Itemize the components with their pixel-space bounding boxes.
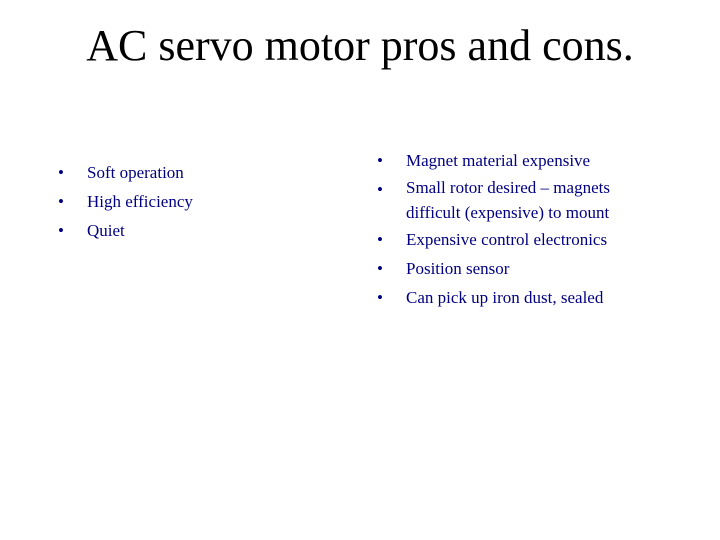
pros-list-item — [58, 158, 338, 187]
cons-list — [377, 146, 677, 312]
pros-list — [58, 158, 338, 245]
bullet-icon: • — [58, 221, 64, 240]
cons-item-text-continued: difficult (expensive) to mount — [406, 203, 610, 222]
cons-item-text: Position sensor — [406, 259, 510, 278]
pros-item-text: High efficiency — [87, 192, 193, 211]
cons-item-text: Magnet material expensive — [406, 151, 591, 170]
bullet-icon: • — [377, 151, 383, 170]
bullet-icon: • — [377, 180, 383, 199]
cons-item-text: Small rotor desired – magnets — [406, 178, 610, 197]
cons-item-text: Expensive control electronics — [406, 230, 608, 249]
cons-list-item — [377, 175, 677, 225]
cons-item-text: Can pick up iron dust, sealed — [406, 288, 604, 307]
slide-title: AC servo motor pros and cons. — [86, 21, 634, 70]
bullet-icon: • — [58, 192, 64, 211]
pros-list-item — [58, 216, 338, 245]
cons-list-item — [377, 146, 677, 175]
cons-list-item — [377, 254, 677, 283]
pros-item-text: Quiet — [87, 221, 125, 240]
pros-list-item — [58, 187, 338, 216]
pros-item-text: Soft operation — [87, 163, 184, 182]
cons-list-item — [377, 225, 677, 254]
bullet-icon: • — [58, 163, 64, 182]
cons-list-item — [377, 283, 677, 312]
bullet-icon: • — [377, 230, 383, 249]
bullet-icon: • — [377, 288, 383, 307]
bullet-icon: • — [377, 259, 383, 278]
